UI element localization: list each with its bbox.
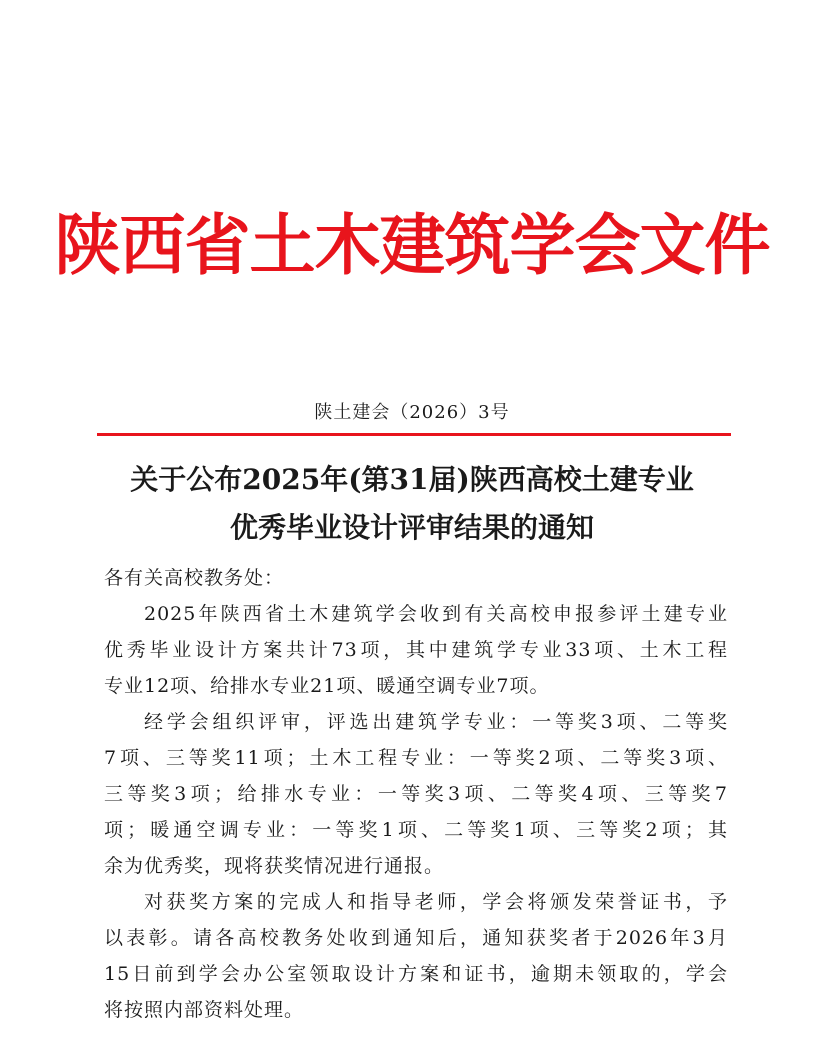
paragraph-line: 将按照内部资料处理。 <box>104 999 305 1021</box>
document-number: 陕土建会（2026）3号 <box>314 402 510 423</box>
paragraph-line: 2025年陕西省土木建筑学会收到有关高校申报参评土建专业 <box>144 603 728 625</box>
paragraph-submissions <box>104 596 728 704</box>
paragraph-line: 以表彰。请各高校教务处收到通知后，通知获奖者于2026年3月 <box>104 927 728 949</box>
document-masthead-title: 陕西省土木建筑学会文件 <box>54 207 770 284</box>
paragraph-awards <box>104 704 728 884</box>
paragraph-certificates <box>104 884 728 1028</box>
paragraph-line: 经学会组织评审，评选出建筑学专业：一等奖3项、二等奖 <box>144 711 728 733</box>
notice-title-line-2: 优秀毕业设计评审结果的通知 <box>229 511 594 544</box>
paragraph-line: 优秀毕业设计方案共计73项，其中建筑学专业33项、土木工程 <box>104 639 728 661</box>
paragraph-line: 7项、三等奖11项；土木工程专业：一等奖2项、二等奖3项、 <box>104 747 728 769</box>
notice-title <box>60 456 764 552</box>
paragraph-line: 三等奖3项；给排水专业：一等奖3项、二等奖4项、三等奖7 <box>104 783 728 805</box>
paragraph-line: 15日前到学会办公室领取设计方案和证书，逾期未领取的，学会 <box>104 963 728 985</box>
paragraph-line: 余为优秀奖，现将获奖情况进行通报。 <box>104 855 445 877</box>
salutation: 各有关高校教务处： <box>104 567 285 589</box>
notice-title-line-1: 关于公布2025年(第31届)陕西高校土建专业 <box>130 463 694 496</box>
paragraph-line: 对获奖方案的完成人和指导老师，学会将颁发荣誉证书，予 <box>144 891 728 913</box>
paragraph-line: 专业12项、给排水专业21项、暖通空调专业7项。 <box>104 675 550 697</box>
notice-body <box>104 560 728 1028</box>
red-divider-rule <box>97 433 731 436</box>
paragraph-line: 项；暖通空调专业：一等奖1项、二等奖1项、三等奖2项；其 <box>104 819 728 841</box>
